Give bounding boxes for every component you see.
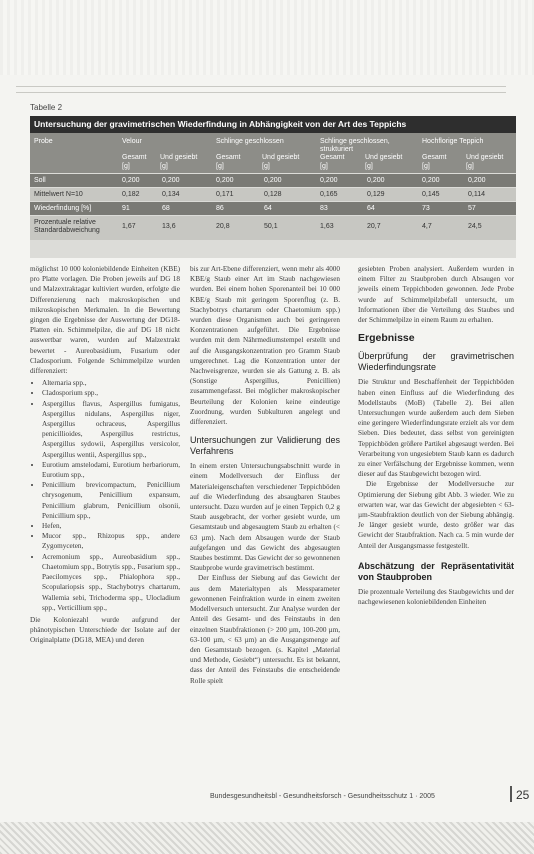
list-item: • Cladosporium spp., xyxy=(42,388,180,398)
list-item: • Alternaria spp., xyxy=(42,378,180,388)
paragraph: Der Einfluss der Siebung auf das Gewicht der aus dem Materialtypen als Messparameter gewonnenen Feinfraktion wurde in einem zweiten Modellversuch untersucht. Zur Analyse wurden der Anteil des Gesamt- und des Feinstaubs in den einzelnen Staubfraktionen (> 200 µm, 100-200 µm, 63-100 µm, < 63 µm) an die Ausgangsmenge auf den Gesamtstaub bezogen. (s. Kapitel „Material und Methode, Gesiebt“) untersucht. Es ist bekannt, dass der Anteil des Feinstaubs die entscheidende Rolle spielt xyxy=(190,574,340,685)
journal-footer: Bundesgesundheitsbl - Gesundheitsforsch - Gesundheitsschutz 1 · 2005 xyxy=(210,793,435,800)
list-item: • Penicillium brevicompactum, Penicillium chrysogenum, Penicillium expansum, Penicillium glabrum, Penicillium olsonii, Penicillium spp., xyxy=(42,480,180,521)
header-sub: Und gesiebt xyxy=(262,154,300,161)
paragraph: Die Struktur und Beschaffenheit der Teppichböden haben einen Einfluss auf die Wiederfindung des Modellstaubs (MoB) (Tabelle 2). Bei allen Untersuchungen wurde außerdem auch dem Sieben eine geringere Wiederfindungsrate erzielt als vor dem Sieben. Dies bedeutet, dass selbst von gereinigten Teppichböden größere Partikel abgesaugt werden. Bei Verarbeitung von ungesiebtem Staub kann es dadurch zu einer Verfälschung der Ergebnisse kommen, wenn dieser auf das Staubgewicht bezogen wird. xyxy=(358,378,514,479)
table-title: Untersuchung der gravimetrischen Wiederfindung in Abhängigkeit von der Art des Teppichs xyxy=(30,116,516,133)
paragraph: In einem ersten Untersuchungsabschnitt wurde in einem Modellversuch der Einfluss der Materialeigenschaften verschiedener Teppichböden auf die Wiederfindung des absaugbaren Staubes untersucht. Dazu wurden auf je einen Teppich 0,2 g Staub ausgebracht, der vorher gesiebt wurde, um Gesamtstaub und abgesaugtem Staub zu erhalten (< 63 µm). Nach dem Absaugen wurde der Staub aufgefangen und das Gewicht des abgesaugten Staubes bestimmt. Das Gewicht der so gewonnenen Staubprobe wurde gravimetrisch bestimmt. xyxy=(190,462,340,573)
paragraph: Die prozentuale Verteilung des Staubgewichts und der nachgewiesenen koloniebildenden Einheiten xyxy=(358,587,514,607)
header-unit: [g] xyxy=(365,163,373,170)
table-cell: 0,129 xyxy=(367,191,385,198)
header-sub: Und gesiebt xyxy=(365,154,403,161)
page-number: 25 xyxy=(516,788,530,802)
list-item: • Aspergillus flavus, Aspergillus fumigatus, Aspergillus nidulans, Aspergillus niger, Aspergillus ochraceus, Aspergillus penicillioides, Aspergillus restrictus, Aspergillus sydowii, Aspergillus versicolor, Aspergillus wentii, Aspergillus spp., xyxy=(42,399,180,460)
header-sub: Gesamt xyxy=(422,154,447,161)
data-table xyxy=(30,116,516,258)
header-sub: Gesamt xyxy=(122,154,147,161)
paragraph: bis zur Art-Ebene differenziert, wenn mehr als 4000 KBE/g Staub einer Art im Staub nachgewiesen wurden. Bei einem hohen Sporenanteil bei 10 000 KBE/g Staub mit geringem Sporenflug (z. B. Stachybotrys chartarum oder Chaetomium spp.) wurden diese Organismen auch bei geringeren Konzentrationen aufgeführt. Die Ergebnisse wurden mit dem Nährmediumstempel erstellt und auf die Ausgangskonzentration pro Gramm Staub umgerechnet. Lag die Konzentration unter der Nachweisgrenze, wurden sie als Gattung z. B. als (Sonstige Aspergillus, Penicillien) zusammengefasst. Bei möglicher makroskopischer Beurteilung der Kolonien keine eindeutige Zuordnung, wurden Subkulturen angelegt und differenziert. xyxy=(190,265,340,427)
header-group: Schlinge geschlossen, strukturiert xyxy=(320,138,390,153)
table-cell: 0,200 xyxy=(320,177,338,184)
section-heading: Ergebnisse xyxy=(358,332,415,345)
table-cell: 73 xyxy=(422,205,430,212)
table-cell: 0,134 xyxy=(162,191,180,198)
table-cell: 91 xyxy=(122,205,130,212)
subsection-heading: Abschätzung der Repräsentativität von Staubproben xyxy=(358,560,514,582)
list-item: • Hefen, xyxy=(42,521,180,531)
list-item: • Acremonium spp., Aureobasidium spp., Chaetomium spp., Botrytis spp., Fusarium spp., Paecilomyces spp., Phialophora spp., Scopulariopsis spp., Stachybotrys chartarum, Wallemia sebi, Trichoderma spp., Ulocladium spp., Verticillium spp., xyxy=(42,552,180,613)
table-cell: 1,67 xyxy=(122,223,136,230)
table-cell: 0,200 xyxy=(367,177,385,184)
table-cell: 57 xyxy=(468,205,476,212)
table-cell: 24,5 xyxy=(468,223,482,230)
table-cell: 0,200 xyxy=(422,177,440,184)
table-cell: 64 xyxy=(367,205,375,212)
header-sub: Gesamt xyxy=(320,154,345,161)
header-unit: [g] xyxy=(262,163,270,170)
scan-border-bottom xyxy=(0,822,534,854)
divider xyxy=(16,92,506,93)
header-unit: [g] xyxy=(160,163,168,170)
header-sub: Und gesiebt xyxy=(160,154,198,161)
header-unit: [g] xyxy=(466,163,474,170)
row-label: Prozentuale relative Standardabweichung xyxy=(34,219,100,234)
text-column-2 xyxy=(190,264,340,686)
header-sub: Gesamt xyxy=(216,154,241,161)
row-label: Mittelwert N=10 xyxy=(34,191,83,198)
table-cell: 1,63 xyxy=(320,223,334,230)
header-unit: [g] xyxy=(216,163,224,170)
paragraph: gesiebten Proben analysiert. Außerdem wurden in einem Filter zu Staubproben durch Absaugen vor jeweils einem Teppichboden gewonnen. Jede Probe wurde auf Schimmelpilzbefall untersucht, um Informationen über die Verteilung des Staubes und der Schimmelpilze in einem Raum zu erhalten. xyxy=(358,265,514,325)
section-heading: Untersuchungen zur Validierung des Verfahrens xyxy=(190,435,340,457)
table-cell: 64 xyxy=(264,205,272,212)
table-cell: 68 xyxy=(162,205,170,212)
text-column-3 xyxy=(358,264,514,607)
table-cell: 0,200 xyxy=(468,177,486,184)
table-cell: 0,200 xyxy=(216,177,234,184)
table-cell: 0,182 xyxy=(122,191,140,198)
list-item: • Eurotium amstelodami, Eurotium herbariorum, Eurotium spp., xyxy=(42,460,180,480)
header-group: Velour xyxy=(122,138,142,145)
header-unit: [g] xyxy=(122,163,130,170)
table-cell: 0,200 xyxy=(264,177,282,184)
table-cell: 13,6 xyxy=(162,223,176,230)
header-probe: Probe xyxy=(34,138,53,145)
text-column-1 xyxy=(30,264,180,646)
header-group: Schlinge geschlossen xyxy=(216,138,284,145)
table-cell: 0,200 xyxy=(162,177,180,184)
table-cell: 0,171 xyxy=(216,191,234,198)
list-item: • Mucor spp., Rhizopus spp., andere Zygomyceten, xyxy=(42,531,180,551)
table-cell: 0,165 xyxy=(320,191,338,198)
fungi-list xyxy=(30,378,180,613)
header-group: Hochflorige Teppich xyxy=(422,138,484,145)
table-cell: 4,7 xyxy=(422,223,432,230)
table-cell: 20,7 xyxy=(367,223,381,230)
table-cell: 20,8 xyxy=(216,223,230,230)
table-cell: 0,200 xyxy=(122,177,140,184)
paragraph: Die Koloniezahl wurde aufgrund der phänotypischen Unterschiede der Isolate auf der Originalplatte (DG18, MEA) und deren xyxy=(30,615,180,645)
header-unit: [g] xyxy=(320,163,328,170)
divider xyxy=(16,86,506,87)
header-sub: Und gesiebt xyxy=(466,154,504,161)
paragraph: möglichst 10 000 koloniebildende Einheiten (KBE) pro Platte vorlagen. Die Proben jeweils auf DG 18 und Malzextraktagar kultiviert wurden, erfolgte die Differenzierung nach makroskopischen und mikroskopischen Merkmalen. In die Bewertung gingen die Ergebnisse der Auswertung der DG18-Platten ein. Schimmelpilze, die auf DG 18 nicht auswertbar waren, wurden auf Malzextrakt bewertet - Aureobasidium, Fusarium oder Cladosporium. Folgende Schimmelpilze wurden differenziert: xyxy=(30,265,180,376)
table-cell: 0,128 xyxy=(264,191,282,198)
table-label: Tabelle 2 xyxy=(30,103,63,112)
divider xyxy=(510,786,512,802)
row-label: Wiederfindung [%] xyxy=(34,205,92,212)
table-cell: 50,1 xyxy=(264,223,278,230)
table-cell: 0,145 xyxy=(422,191,440,198)
paragraph: Die Ergebnisse der Modellversuche zur Optimierung der Siebung gibt Abb. 3 wieder. Wie zu erwarten war, war das Gewicht der abgesiebten < 63-µm-Staubfraktion deutlich von der Siebung abhängig. Je länger gesiebt wurde, desto größer war das Gewicht der Staubfraktion. Nach ca. 5 min wurde der Anteil der Ausgangsmasse festgestellt. xyxy=(358,480,514,550)
table-cell: 83 xyxy=(320,205,328,212)
subsection-heading: Überprüfung der gravimetrischen Wiederfindungsrate xyxy=(358,351,514,373)
header-unit: [g] xyxy=(422,163,430,170)
scan-border-top xyxy=(0,0,534,75)
table-cell: 86 xyxy=(216,205,224,212)
table-row xyxy=(30,202,516,215)
table-cell: 0,114 xyxy=(468,191,485,198)
row-label: Soll xyxy=(34,177,46,184)
